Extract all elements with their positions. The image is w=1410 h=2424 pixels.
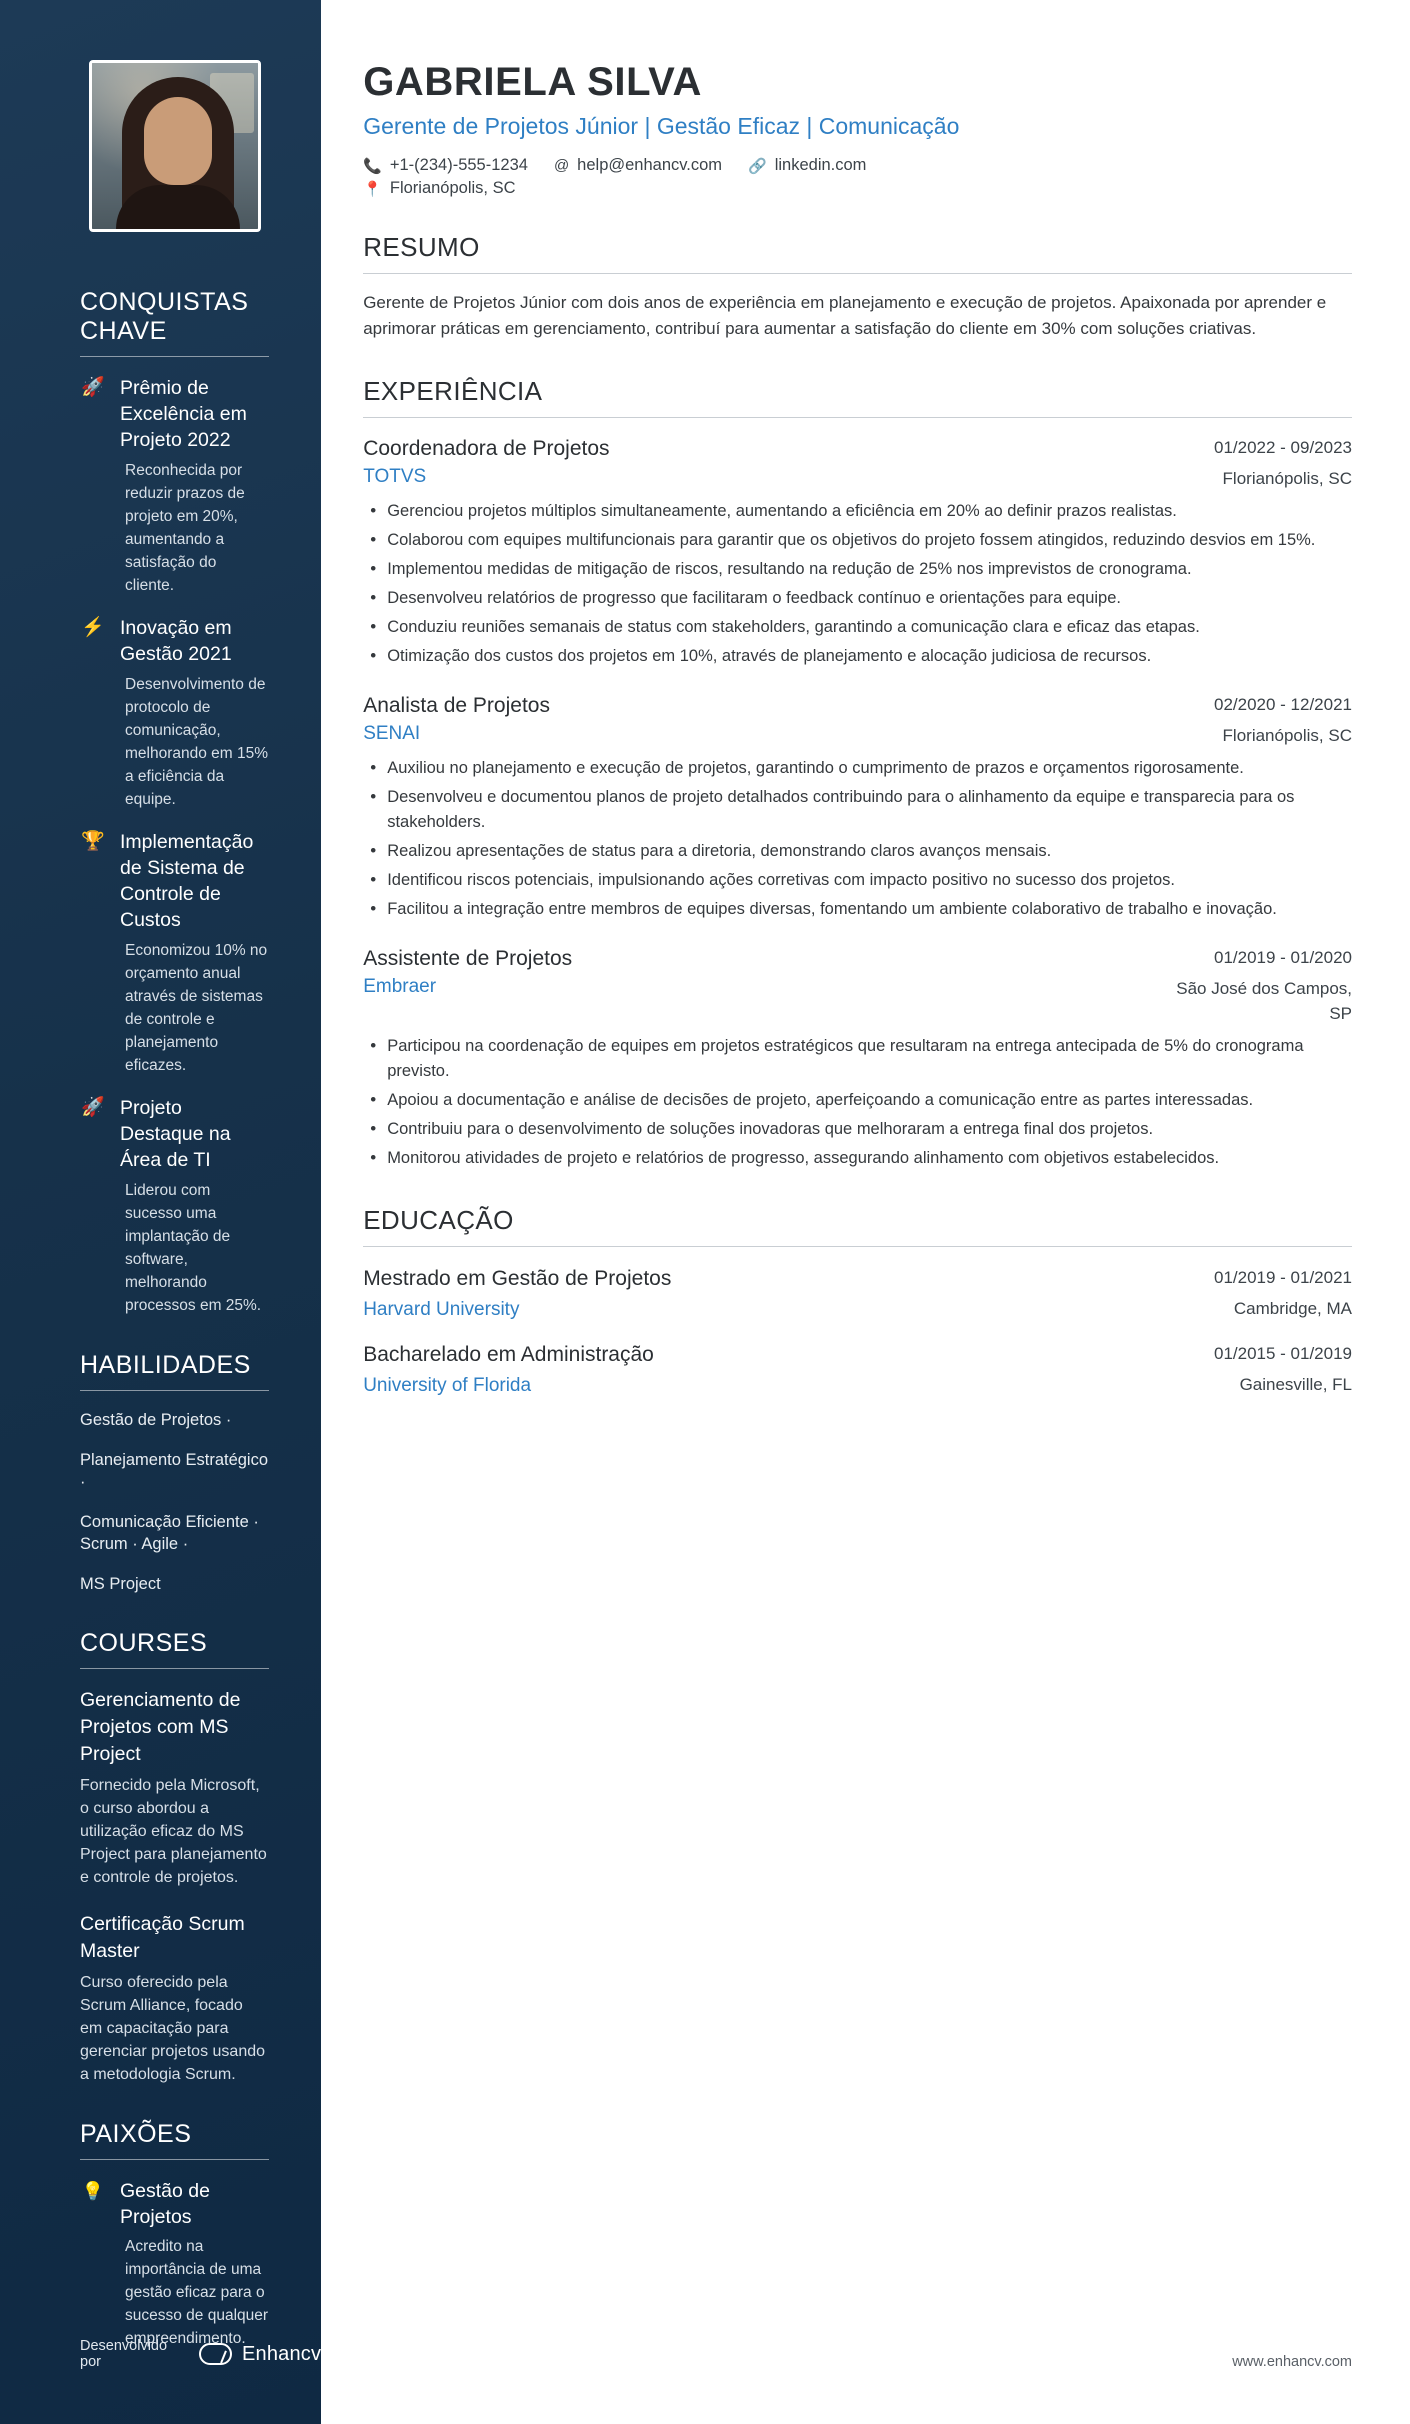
job-bullet: • Monitorou atividades de projeto e relatórios de progresso, assegurando alinhamento com objetivos estabelecidos. — [363, 1146, 1352, 1171]
contact-linkedin[interactable] — [748, 156, 866, 175]
page-title: GABRIELA SILVA — [363, 60, 702, 104]
section-title-achievements: CONQUISTAS CHAVE — [80, 288, 269, 357]
skill-line: Planejamento Estratégico · — [80, 1451, 269, 1491]
job-bullet: • Realizou apresentações de status para a diretoria, demonstrando claros avanços mensais. — [363, 839, 1352, 864]
job-bullet: • Conduziu reuniões semanais de status com stakeholders, garantindo a comunicação clara e eficaz das etapas. — [363, 615, 1352, 640]
job-bullet: • Contribuiu para o desenvolvimento de soluções inovadoras que melhoraram a entrega final dos projetos. — [363, 1117, 1352, 1142]
education-item — [363, 1263, 1352, 1325]
contact-phone-text: +1-(234)-555-1234 — [389, 156, 528, 174]
main-content — [321, 0, 1410, 2424]
contact-email[interactable] — [554, 156, 722, 175]
sidebar — [0, 0, 321, 2424]
contact-location-text: Florianópolis, SC — [389, 179, 516, 197]
job-location: Florianópolis, SC — [1222, 469, 1352, 488]
job-bullet: • Otimização dos custos dos projetos em 10%, através de planejamento e alocação judiciosa de recursos. — [363, 644, 1352, 669]
job-location: São José dos Campos, SP — [1176, 979, 1352, 1023]
section-title-experience: EXPERIÊNCIA — [363, 376, 1352, 418]
contact-email-text: help@enhancv.com — [577, 156, 723, 174]
section-education — [363, 1205, 1352, 1401]
job-dates: 01/2019 - 01/2020 — [1213, 948, 1352, 967]
job-location: Florianópolis, SC — [1222, 726, 1352, 745]
job-bullet: • Apoiou a documentação e análise de decisões de projeto, aperfeiçoando a comunicação entre as partes interessadas. — [363, 1088, 1352, 1113]
course-title: Certificação Scrum Master — [80, 1913, 245, 1962]
job-bullet: • Participou na coordenação de equipes em projetos estratégicos que resultaram na entrega antecipada de 5% do cronograma previsto. — [363, 1034, 1352, 1084]
phone-icon: 📞 — [363, 157, 382, 175]
job-company[interactable]: Embraer — [363, 976, 437, 997]
achievement-description: Reconhecida por reduzir prazos de projeto em 20%, aumentando a satisfação do cliente. — [125, 462, 245, 594]
rocket-icon: 🚀 — [81, 377, 105, 398]
job-bullets — [363, 756, 1352, 922]
lightbulb-icon: 💡 — [81, 2181, 105, 2201]
link-icon: 🔗 — [748, 157, 767, 175]
skill-line: Comunicação Eficiente · Scrum · Agile · — [80, 1513, 259, 1553]
section-courses — [80, 1629, 269, 2086]
job-company[interactable]: TOTVS — [363, 466, 427, 487]
section-achievements — [80, 288, 269, 1317]
enhancv-logo-icon — [199, 2343, 232, 2365]
achievement-description: Desenvolvimento de protocolo de comunicação, melhorando em 15% a eficiência da equipe. — [125, 676, 269, 808]
section-title-summary: RESUMO — [363, 232, 1352, 274]
experience-item — [363, 691, 1352, 922]
achievement-title: Inovação em Gestão 2021 — [120, 617, 232, 665]
job-bullet: • Gerenciou projetos múltiplos simultaneamente, aumentando a eficiência em 20% ao definir prazos realistas. — [363, 499, 1352, 524]
job-bullet: • Facilitou a integração entre membros de equipes diversas, fomentando um ambiente colaborativo de trabalho e inovação. — [363, 897, 1352, 922]
education-location: Cambridge, MA — [1233, 1299, 1352, 1318]
job-bullets — [363, 1034, 1352, 1171]
job-bullet: • Auxiliou no planejamento e execução de projetos, garantindo o cumprimento de prazos e orçamentos rigorosamente. — [363, 756, 1352, 781]
passion-description: Acredito na importância de uma gestão eficaz para o sucesso de qualquer empreendimento. — [125, 2238, 269, 2347]
section-title-passions: PAIXÕES — [80, 2120, 269, 2160]
education-degree: Mestrado em Gestão de Projetos — [363, 1267, 672, 1290]
avatar-face — [144, 97, 212, 185]
course-item — [80, 1687, 269, 1889]
summary-text: Gerente de Projetos Júnior com dois anos de experiência em planejamento e execução de projetos. Apaixonada por aprender e aprimorar práticas em gerenciamento, contribuí para aumentar a satisfação do cliente em 30% com soluções criativas. — [363, 293, 1327, 338]
achievement-item — [80, 615, 269, 811]
location-row — [363, 179, 1352, 198]
achievement-title: Prêmio de Excelência em Projeto 2022 — [120, 377, 247, 451]
achievement-description: Economizou 10% no orçamento anual através de sistemas de controle e planejamento eficazes. — [125, 942, 268, 1074]
education-dates: 01/2019 - 01/2021 — [1213, 1268, 1352, 1287]
headline: Gerente de Projetos Júnior | Gestão Eficaz | Comunicação — [363, 113, 960, 139]
section-title-skills: HABILIDADES — [80, 1351, 269, 1391]
contact-linkedin-text: linkedin.com — [774, 156, 867, 174]
email-icon: @ — [553, 157, 570, 174]
course-item — [80, 1911, 269, 2086]
sidebar-footer — [80, 2338, 321, 2370]
job-dates: 01/2022 - 09/2023 — [1213, 438, 1352, 457]
job-dates: 02/2020 - 12/2021 — [1213, 695, 1352, 714]
education-degree: Bacharelado em Administração — [363, 1343, 654, 1366]
job-bullets — [363, 499, 1352, 669]
skill-line: MS Project — [80, 1575, 161, 1593]
achievement-item — [80, 1095, 269, 1317]
job-company[interactable]: SENAI — [363, 723, 421, 744]
footer-url[interactable]: www.enhancv.com — [1232, 2354, 1352, 2370]
contact-phone[interactable] — [363, 156, 528, 175]
job-bullet: • Desenvolveu relatórios de progresso que facilitaram o feedback contínuo e orientações para equipe. — [363, 586, 1352, 611]
job-bullet: • Implementou medidas de mitigação de riscos, resultando na redução de 25% nos imprevistos de cronograma. — [363, 557, 1352, 582]
achievement-item — [80, 375, 269, 597]
experience-item — [363, 944, 1352, 1171]
contact-location — [363, 179, 515, 198]
achievement-description: Liderou com sucesso uma implantação de software, melhorando processos em 25%. — [125, 1182, 262, 1314]
location-pin-icon: 📍 — [363, 180, 382, 198]
education-item — [363, 1339, 1352, 1401]
section-experience — [363, 376, 1352, 1171]
section-title-courses: COURSES — [80, 1629, 269, 1669]
course-description: Curso oferecido pela Scrum Alliance, focado em capacitação para gerenciar projetos usando a metodologia Scrum. — [80, 1974, 266, 2083]
education-dates: 01/2015 - 01/2019 — [1213, 1344, 1352, 1363]
course-title: Gerenciamento de Projetos com MS Project — [80, 1689, 241, 1765]
footer-brand: Enhancv — [241, 2342, 322, 2365]
education-school[interactable]: University of Florida — [363, 1375, 532, 1396]
skill-line: Gestão de Projetos · — [80, 1411, 232, 1429]
achievement-title: Projeto Destaque na Área de TI — [120, 1097, 231, 1171]
achievement-item — [80, 829, 269, 1077]
job-bullet: • Desenvolveu e documentou planos de projeto detalhados contribuindo para o alinhamento da equipe e transparecia para os stakeholders. — [363, 785, 1352, 835]
rocket-icon: 🚀 — [81, 1097, 105, 1118]
section-skills — [80, 1351, 269, 1595]
job-title: Assistente de Projetos — [363, 947, 573, 970]
job-bullet: • Colaborou com equipes multifuncionais para garantir que os objetivos do projeto fossem atingidos, reduzindo desvios em 15%. — [363, 528, 1352, 553]
contact-row — [363, 156, 1352, 175]
passion-title: Gestão de Projetos — [120, 2180, 210, 2228]
lightning-icon: ⚡ — [81, 617, 105, 638]
job-bullet: • Identificou riscos potenciais, impulsionando ações corretivas com impacto positivo no sucesso dos projetos. — [363, 868, 1352, 893]
trophy-icon: 🏆 — [81, 831, 105, 852]
footer-by-label: Desenvolvido por — [80, 2338, 168, 2370]
job-title: Coordenadora de Projetos — [363, 437, 610, 460]
section-passions — [80, 2120, 269, 2350]
course-description: Fornecido pela Microsoft, o curso abordou a utilização eficaz do MS Project para planejamento e controle de projetos. — [80, 1777, 267, 1886]
achievement-title: Implementação de Sistema de Controle de Custos — [120, 831, 254, 931]
education-school[interactable]: Harvard University — [363, 1299, 520, 1320]
avatar — [89, 60, 261, 232]
experience-item — [363, 434, 1352, 669]
passion-item — [80, 2178, 269, 2350]
education-location: Gainesville, FL — [1239, 1375, 1352, 1394]
job-title: Analista de Projetos — [363, 694, 550, 717]
section-title-education: EDUCAÇÃO — [363, 1205, 1352, 1247]
section-summary — [363, 232, 1352, 342]
